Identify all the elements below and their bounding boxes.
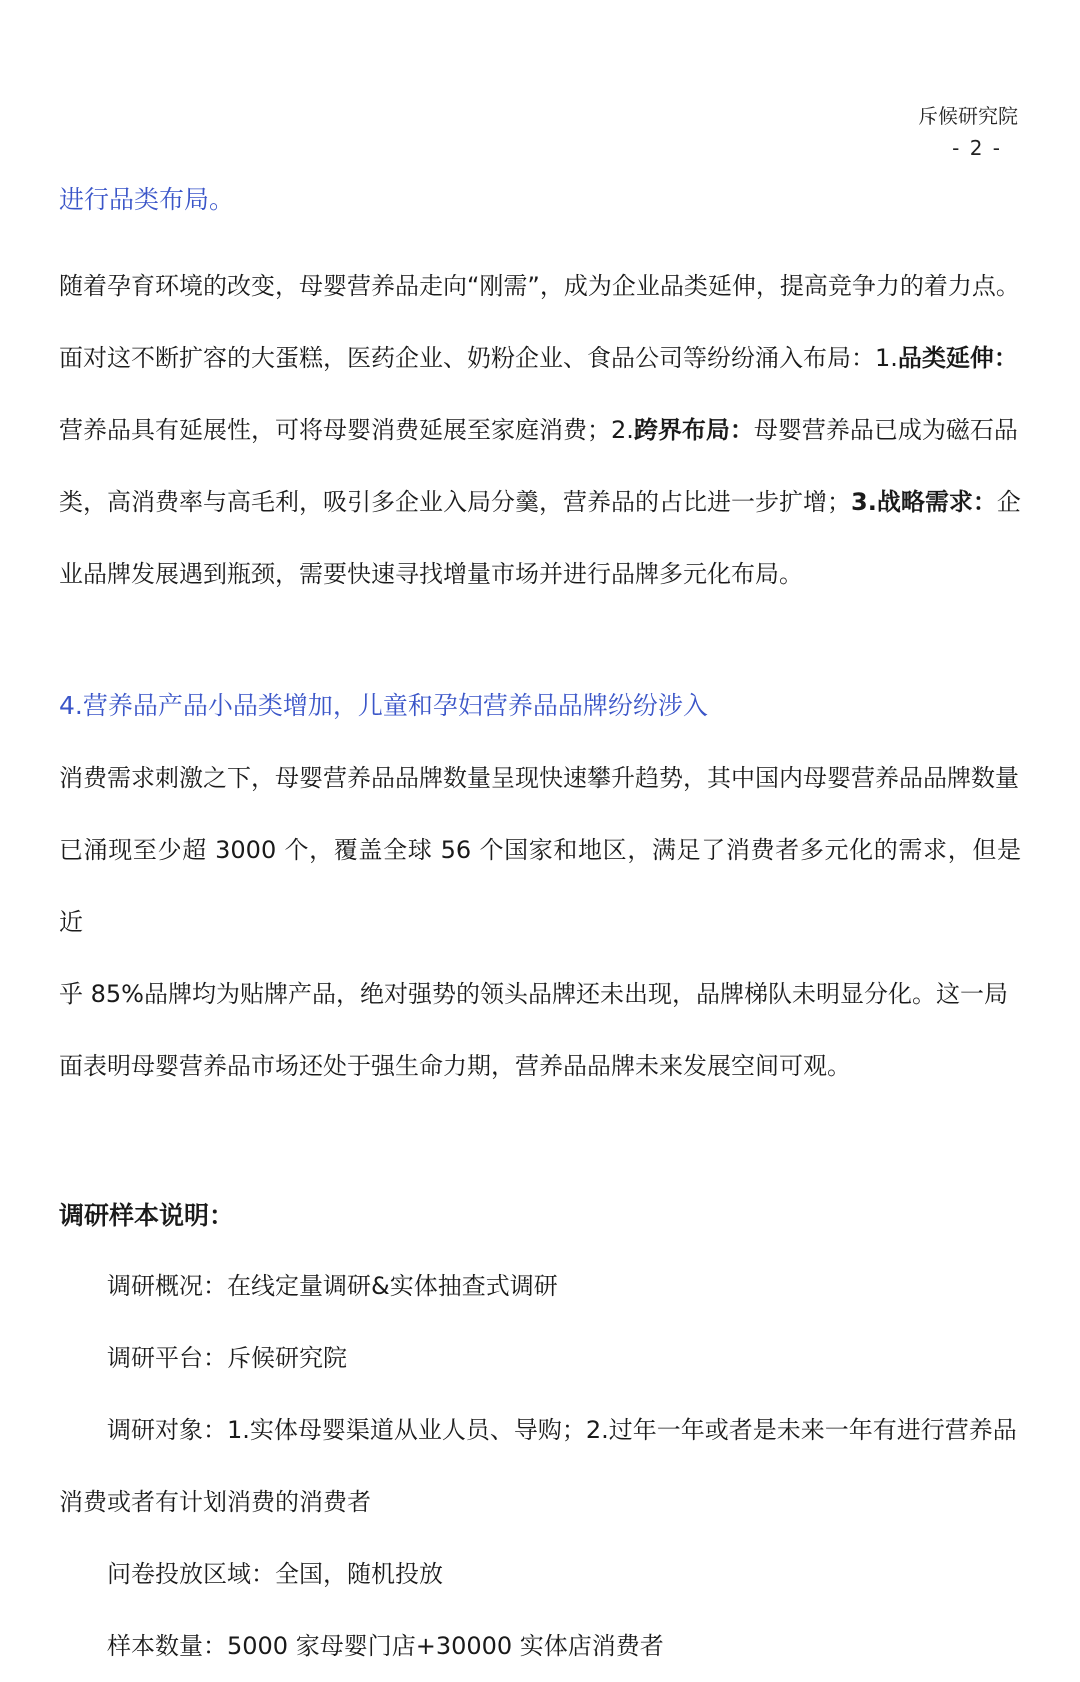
header-organization: 斥候研究院 [918,104,1018,128]
paragraph-line: 随着孕育环境的改变，母婴营养品走向“刚需”，成为企业品类延伸，提高竞争力的着力点。 [59,272,1020,300]
paragraph-line [59,466,1021,538]
paragraph-line [59,394,1021,466]
sample-section-title: 调研样本说明： [59,1201,235,1230]
paragraph-line: 乎 85%品牌均为贴牌产品，绝对强势的领头品牌还未出现，品牌梯队未明显分化。这一局 [59,980,1008,1008]
sample-target-continued: 消费或者有计划消费的消费者 [59,1488,371,1516]
sample-platform: 调研平台：斥候研究院 [107,1344,347,1372]
text-span: 类，高消费率与高毛利，吸引多企业入局分羹，营养品的占比进一步扩增； [59,488,851,516]
paragraph-line: 已涌现至少超 3000 个，覆盖全球 56 个国家和地区，满足了消费者多元化的需求，但是近 [59,836,1021,936]
paragraph-line: 消费需求刺激之下，母婴营养品品牌数量呈现快速攀升趋势，其中国内母婴营养品品牌数量 [59,764,1019,792]
text-span: 营养品具有延展性，可将母婴消费延展至家庭消费；2. [59,416,634,444]
text-span: 面对这不断扩容的大蛋糕，医药企业、奶粉企业、食品公司等纷纷涌入布局：1. [59,344,898,372]
text-span: 母婴营养品已成为磁石品 [753,416,1018,444]
text-span: 企 [996,488,1021,516]
sample-count: 样本数量：5000 家母婴门店+30000 实体店消费者 [107,1632,664,1660]
section-4-heading: 4.营养品产品小品类增加，儿童和孕妇营养品品牌纷纷涉入 [59,691,708,720]
paragraph-line [59,322,1021,394]
intro-heading: 进行品类布局。 [59,185,235,214]
sample-details [59,1250,1021,1682]
paragraph-brand-count [59,742,1021,1102]
sample-overview: 调研概况：在线定量调研&实体抽查式调研 [107,1272,558,1300]
document-body [59,182,1021,1682]
page-number: - 2 - [952,136,1002,160]
bold-term-category-extension: 品类延伸： [897,344,1018,372]
bold-term-crossover-layout: 跨界布局： [633,416,754,444]
sample-region: 问卷投放区域：全国，随机投放 [107,1560,443,1588]
paragraph-line: 面表明母婴营养品市场还处于强生命力期，营养品品牌未来发展空间可观。 [59,1052,851,1080]
paragraph-line: 业品牌发展遇到瓶颈，需要快速寻找增量市场并进行品牌多元化布局。 [59,560,803,588]
paragraph-category-layout [59,250,1021,610]
sample-target: 调研对象：1.实体母婴渠道从业人员、导购；2.过年一年或者是未来一年有进行营养品 [107,1416,1017,1444]
bold-term-strategic-demand: 3.战略需求： [851,488,997,516]
